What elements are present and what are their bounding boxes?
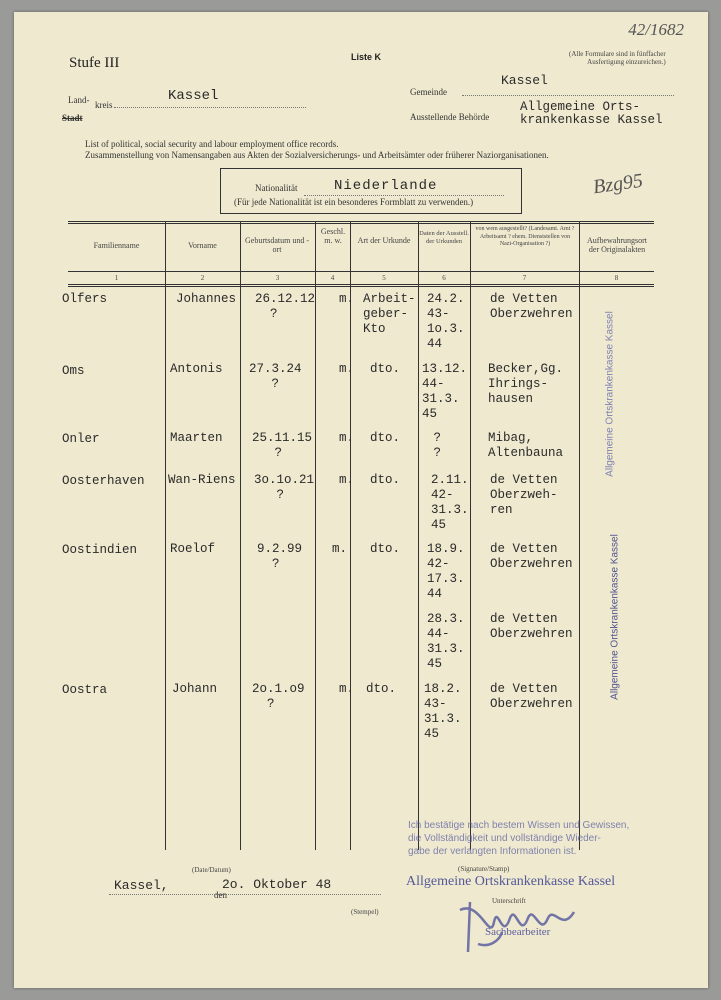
col-divider-1 [165, 222, 166, 850]
row-7-art: dto. [366, 682, 397, 696]
table-num-line-2 [68, 286, 654, 287]
landkreis-label-2: kreis [95, 100, 113, 110]
row-1-art: Arbeit- geber- Kto [363, 292, 416, 336]
row-4-vorname: Wan-Riens [168, 473, 236, 487]
table-top-line [68, 221, 654, 222]
col-divider-2 [240, 222, 241, 850]
col-num-5: 5 [382, 274, 386, 282]
table-num-line [68, 284, 654, 285]
row-5-vorname: Roelof [170, 542, 216, 556]
row-3-vorname: Maarten [170, 431, 223, 445]
row-7-von: de Vetten Oberzwehren [490, 682, 573, 711]
col-header-3: Geburtsdatum und -ort [245, 236, 309, 254]
handwritten-note: Bzg95 [591, 169, 645, 199]
row-7-daten: 18.2. 43- 31.3. 45 [424, 682, 462, 741]
nationality-line [304, 195, 504, 196]
date-line [109, 894, 381, 895]
behoerde-label: Ausstellende Behörde [410, 112, 490, 122]
row-5-von: de Vetten Oberzwehren [490, 542, 573, 571]
col-header-6: Daten der Ausstell. der Urkunden [419, 230, 469, 245]
landkreis-label-1: Land- [68, 95, 90, 105]
col-divider-7 [579, 222, 580, 850]
row-5-familienname: Oostindien [62, 543, 138, 557]
sachbearbeiter-label: Sachbearbeiter [485, 926, 551, 938]
row-1-vorname: Johannes [176, 292, 237, 306]
intro-de: Zusammenstellung von Namensangaben aus Akten der Sozialversicherungs- und Arbeitsämter oder früherer Naziorganisationen. [85, 150, 549, 160]
row-7-geburt: 2o.1.o9 ? [252, 682, 305, 711]
row-2-von: Becker,Gg. Ihrings- hausen [488, 362, 564, 406]
col-header-5: Art der Urkunde [357, 236, 411, 245]
row-4-von: de Vetten Oberzweh- ren [490, 473, 558, 517]
row-1-von: de Vetten Oberzwehren [490, 292, 573, 321]
col-num-7: 7 [522, 274, 527, 282]
declaration-stamp: Ich bestätige nach bestem Wissen und Gewissen, die Vollständigkeit und vollständige Wieder- gabe der verlangten Informationen ist. [408, 820, 630, 857]
col-num-1: 1 [114, 274, 119, 282]
row-2-familienname: Oms [62, 364, 85, 378]
landkreis-strike: Stadt [62, 113, 83, 123]
stufe-label: Stufe III [69, 55, 120, 71]
col-header-4: Geschl. m. w. [320, 227, 346, 245]
col-num-4: 4 [330, 274, 335, 282]
row-5-geburt: 9.2.99 ? [257, 542, 303, 571]
row-3-geschl: m. [339, 431, 355, 445]
col-header-7: von wem ausgestellt? (Landesamt. Amt ? Arbeitsamt ? ehem. Dienststellen von Nazi-Organisation ?) [475, 226, 575, 247]
unterschrift-label: Unterschrift [492, 897, 526, 905]
den-label: den [214, 890, 227, 900]
row-2-geburt: 27.3.24 ? [249, 362, 302, 391]
row-2-geschl: m. [339, 362, 355, 376]
row-3-familienname: Onler [62, 432, 100, 446]
landkreis-line [114, 107, 306, 108]
col-header-1: Familienname [93, 241, 140, 250]
row-6-daten: 28.3. 44- 31.3. 45 [427, 612, 465, 671]
row-5-geschl: m. [332, 542, 348, 556]
row-3-daten: ? ? [433, 431, 442, 460]
col-num-2: 2 [200, 274, 205, 282]
document-page [14, 12, 708, 988]
col-num-6: 6 [442, 274, 446, 282]
row-1-geburt: 26.12.12 ? [255, 292, 316, 321]
landkreis-value: Kassel [168, 88, 219, 104]
gemeinde-label: Gemeinde [410, 87, 447, 97]
nationality-note: (Für jede Nationalität ist ein besonderes Formblatt zu verwenden.) [234, 197, 474, 207]
row-5-art: dto. [370, 542, 401, 556]
row-3-geburt: 25.11.15 ? [252, 431, 313, 460]
liste-label: Liste K [351, 52, 382, 62]
archive-number: 42/1682 [628, 20, 684, 39]
col-header-8: Aufbewahrungsort der Originalakten [587, 236, 647, 254]
signature-stamp-label: (Signature/Stamp) [458, 865, 510, 873]
row-4-familienname: Oosterhaven [62, 474, 145, 488]
office-stamp: Allgemeine Ortskrankenkasse Kassel [406, 874, 616, 889]
table-top-line-2 [68, 223, 654, 224]
row-2-daten: 13.12. 44- 31.3. 45 [422, 362, 468, 421]
row-4-geburt: 3o.1o.21 ? [254, 473, 315, 502]
row-7-geschl: m. [339, 682, 355, 696]
gemeinde-value: Kassel [501, 73, 548, 88]
row-2-vorname: Antonis [170, 362, 223, 376]
date-label: (Date/Datum) [192, 866, 231, 874]
row-1-familienname: Olfers [62, 292, 108, 306]
stempel-label: (Stempel) [351, 908, 379, 916]
top-right-note: (Alle Formulare sind in fünffacher Ausfertigung einzureichen.) [569, 50, 666, 66]
table-header-line [68, 271, 654, 272]
place-value: Kassel, [114, 878, 169, 893]
col-divider-4 [350, 222, 351, 850]
row-7-vorname: Johann [172, 682, 218, 696]
nationality-label: Nationalität [255, 183, 298, 193]
row-3-von: Mibag, Altenbauna [488, 431, 564, 460]
col-header-2: Vorname [188, 241, 217, 250]
col-divider-3 [315, 222, 316, 850]
vertical-stamp-1: Allgemeine Ortskrankenkasse Kassel [604, 311, 616, 477]
col-num-8: 8 [614, 274, 619, 282]
row-6-von: de Vetten Oberzwehren [490, 612, 573, 641]
gemeinde-line [462, 95, 674, 96]
row-1-geschl: m. [339, 292, 355, 306]
handwritten-signature [450, 882, 610, 962]
row-4-daten: 2.11. 42- 31.3. 45 [431, 473, 469, 532]
row-4-art: dto. [370, 473, 401, 487]
row-3-art: dto. [370, 431, 401, 445]
col-divider-5 [418, 222, 419, 850]
row-1-daten: 24.2. 43- 1o.3. 44 [427, 292, 465, 351]
col-divider-6 [470, 222, 471, 850]
row-5-daten: 18.9. 42- 17.3. 44 [427, 542, 465, 601]
nationality-value: Niederlande [334, 178, 438, 194]
row-4-geschl: m. [339, 473, 355, 487]
intro-en: List of political, social security and labour employment office records. [85, 139, 339, 149]
row-2-art: dto. [370, 362, 401, 376]
col-num-3: 3 [275, 274, 280, 282]
row-7-familienname: Oostra [62, 683, 108, 697]
vertical-stamp-2: Allgemeine Ortskrankenkasse Kassel [609, 534, 621, 700]
date-value: 2o. Oktober 48 [222, 877, 332, 892]
behoerde-value: Allgemeine Orts- krankenkasse Kassel [520, 100, 663, 127]
